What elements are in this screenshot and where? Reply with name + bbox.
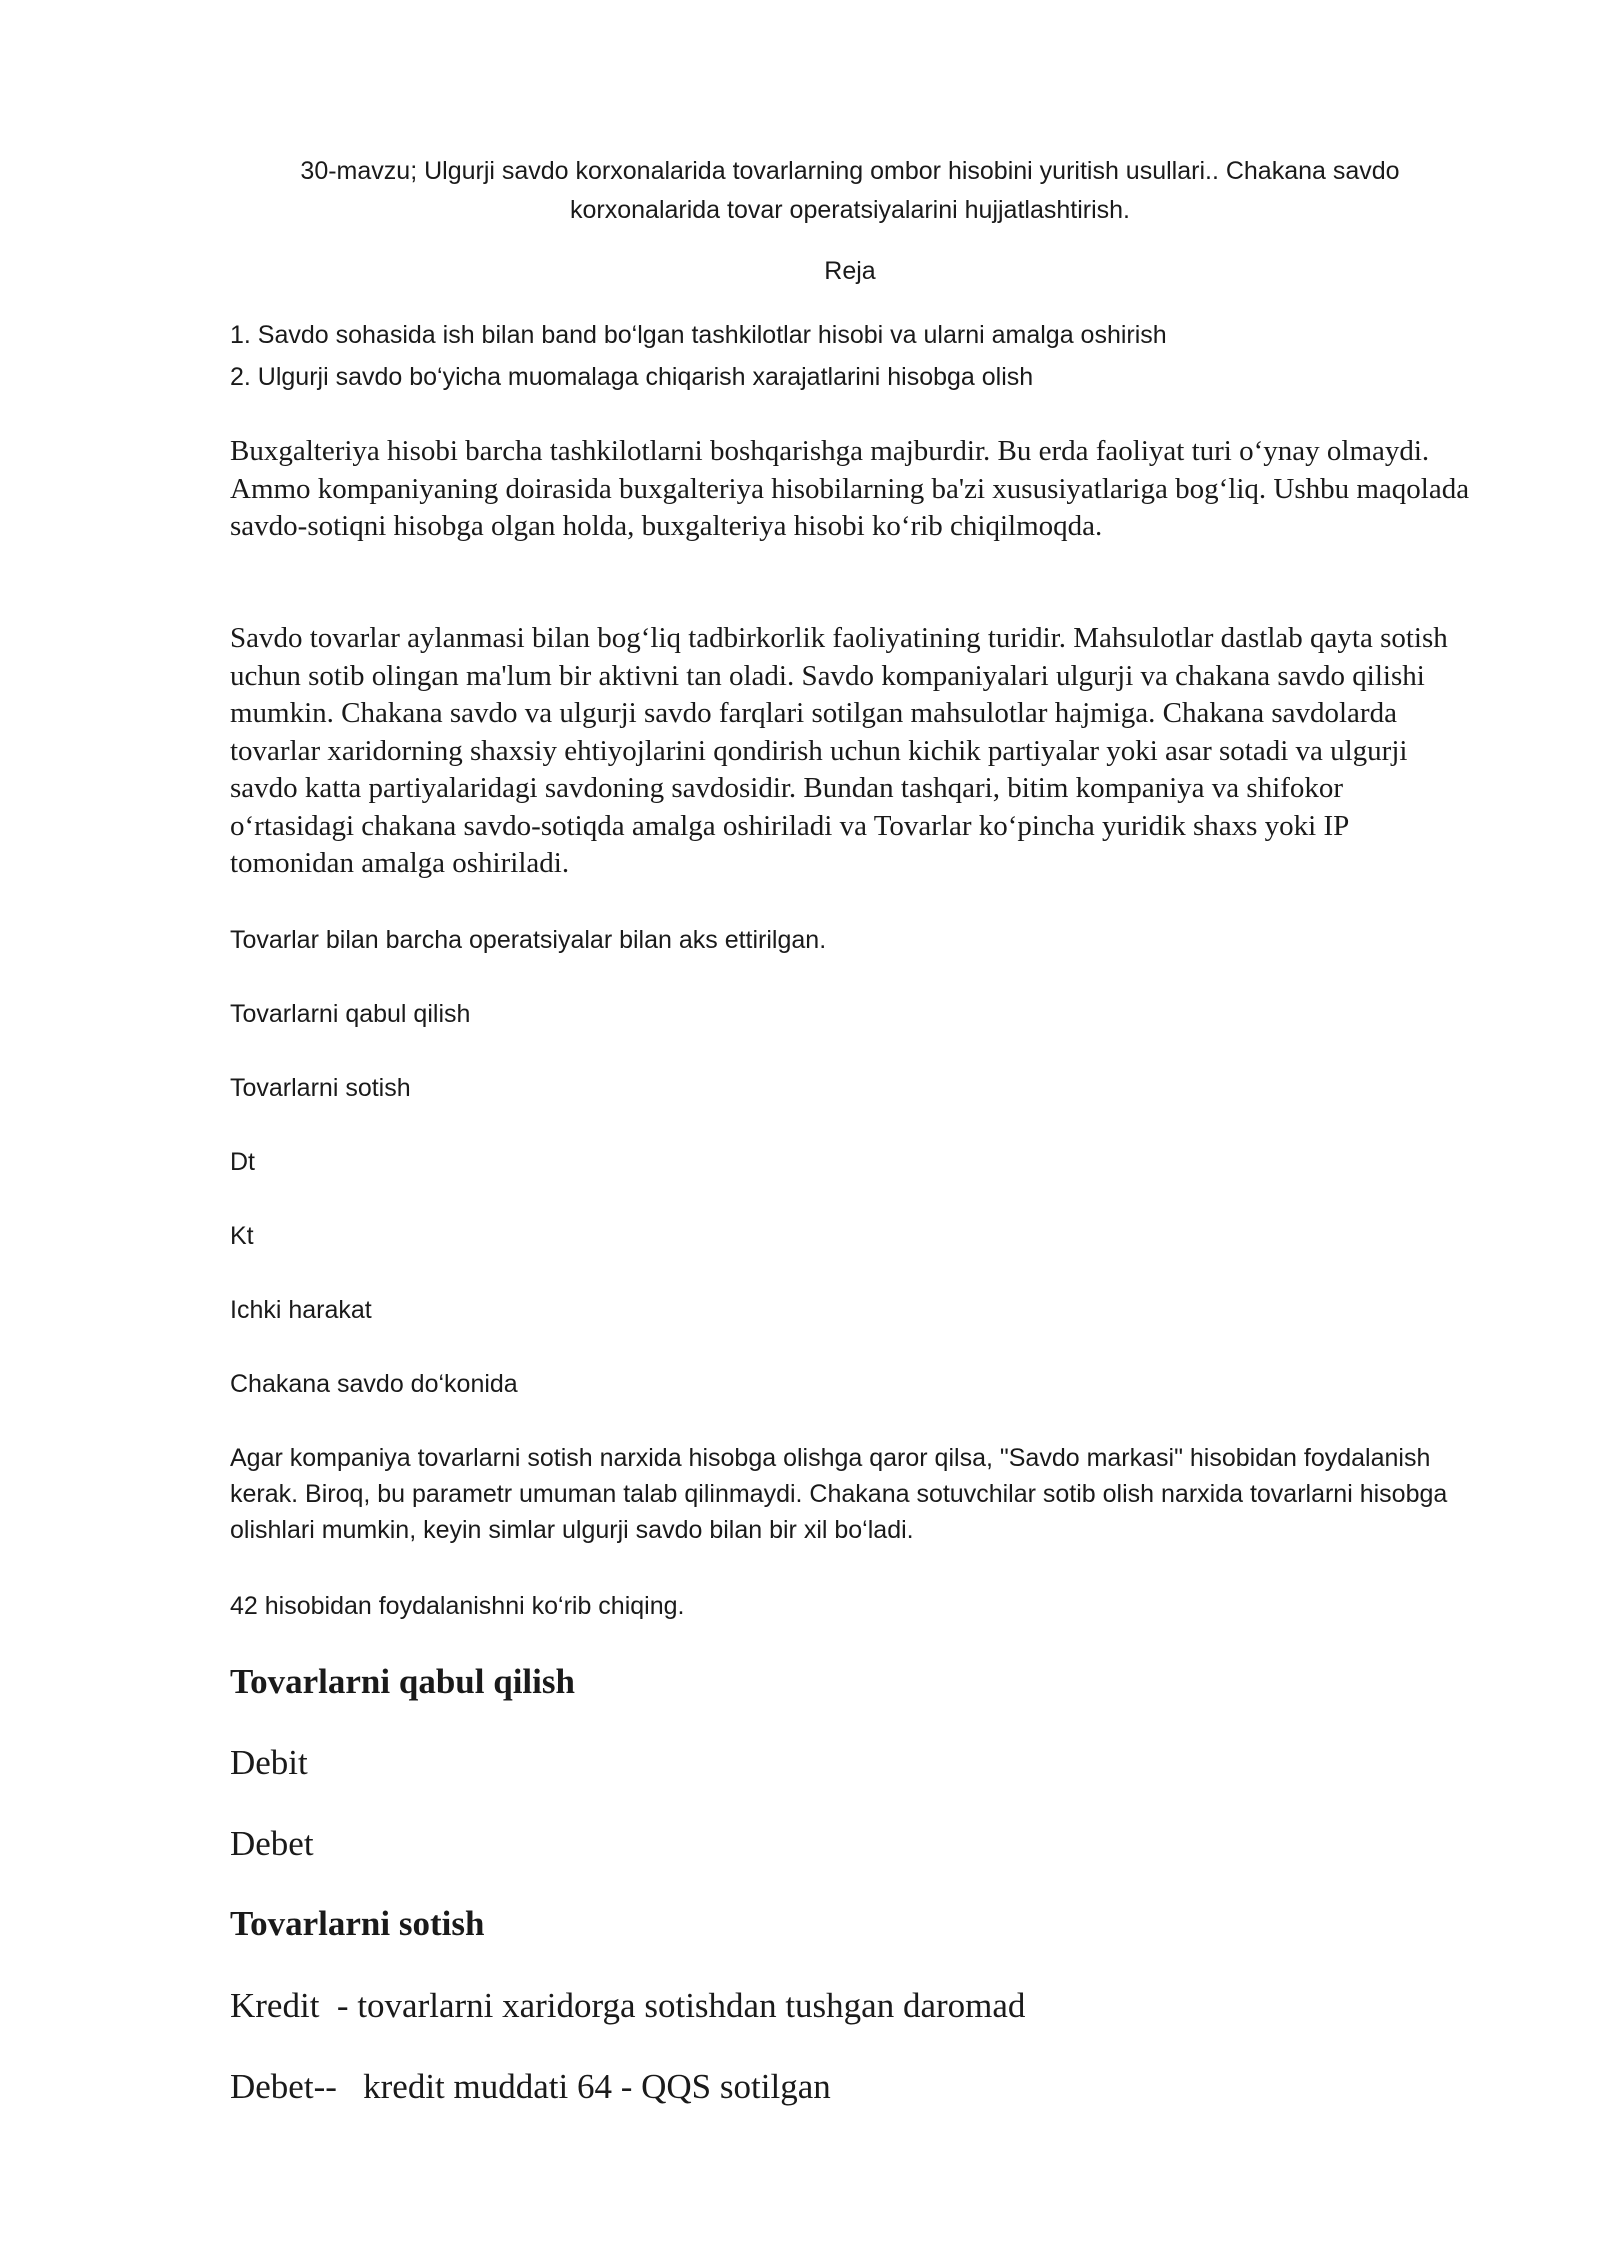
table-item: Tovarlarni qabul qilish xyxy=(230,1000,471,1028)
table-item: Tovarlarni sotish xyxy=(230,1074,411,1102)
section-heading-selling: Tovarlarni sotish xyxy=(230,1904,485,1943)
document-title: 30-mavzu; Ulgurji savdo korxonalarida tovarlarning ombor hisobini yuritish usullari.. Chakana savdo korxonalarida tovar operatsiyalarini hujjatlashtirish. xyxy=(300,157,1400,224)
debit-line: Debit xyxy=(230,1743,308,1782)
plan-heading: Reja xyxy=(824,257,876,285)
debet-kredit-line: Debet-- kredit muddati 64 - QQS sotilgan xyxy=(230,2067,831,2106)
plan-item: 1. Savdo sohasida ish bilan band bo‘lgan tashkilotlar hisobi va ularni amalga oshirish xyxy=(230,321,1167,349)
table-item: Kt xyxy=(230,1222,254,1250)
table-item: Dt xyxy=(230,1148,255,1176)
paragraph-accounting: Buxgalteriya hisobi barcha tashkilotlarni boshqarishga majburdir. Bu erda faoliyat turi o‘ynay olmaydi. Ammo kompaniyaning doirasida buxgalteriya hisobilarning ba'zi xususiyatlariga bog‘liq. Ushbu maqolada savdo-sotiqni hisobga olgan holda, buxgalteriya hisobi ko‘rib chiqilmoqda. xyxy=(230,435,1470,542)
kredit-line: Kredit - tovarlarni xaridorga sotishdan tushgan daromad xyxy=(230,1986,1026,2025)
operations-line: Tovarlar bilan barcha operatsiyalar bilan aks ettirilgan. xyxy=(230,926,827,954)
table-item: Ichki harakat xyxy=(230,1296,372,1324)
table-item: Chakana savdo do‘konida xyxy=(230,1370,518,1398)
account-line: 42 hisobidan foydalanishni ko‘rib chiqing. xyxy=(230,1592,685,1620)
section-heading-receiving: Tovarlarni qabul qilish xyxy=(230,1662,575,1701)
debet-line: Debet xyxy=(230,1824,314,1863)
paragraph-trade: Savdo tovarlar aylanmasi bilan bog‘liq tadbirkorlik faoliyatining turidir. Mahsulotlar dastlab qayta sotish uchun sotib olingan ma'lum bir aktivni tan oladi. Savdo kompaniyalari ulgurji va chakana savdo qilishi mumkin. Chakana savdo va ulgurji savdo farqlari sotilgan mahsulotlar hajmiga. Chakana savdolarda tovarlar xaridorning shaxsiy ehtiyojlarini qondirish uchun kichik partiyalar yoki asar sotadi va ulgurji savdo katta partiyalaridagi savdoning savdosidir. Bundan tashqari, bitim kompaniya va shifokor o‘rtasidagi chakana savdo-sotiqda amalga oshiriladi va Tovarlar ko‘pincha yuridik shaxs yoki IP tomonidan amalga oshiriladi. xyxy=(230,622,1448,879)
plan-item: 2. Ulgurji savdo bo‘yicha muomalaga chiqarish xarajatlarini hisobga olish xyxy=(230,363,1034,391)
paragraph-pricing: Agar kompaniya tovarlarni sotish narxida hisobga olishga qaror qilsa, "Savdo markasi" hisobidan foydalanish kerak. Biroq, bu parametr umuman talab qilinmaydi. Chakana sotuvchilar sotib olish narxida tovarlarni hisobga olishlari mumkin, keyin simlar ulgurji savdo bilan bir xil bo‘ladi. xyxy=(230,1444,1448,1544)
plan-list xyxy=(230,314,1470,398)
